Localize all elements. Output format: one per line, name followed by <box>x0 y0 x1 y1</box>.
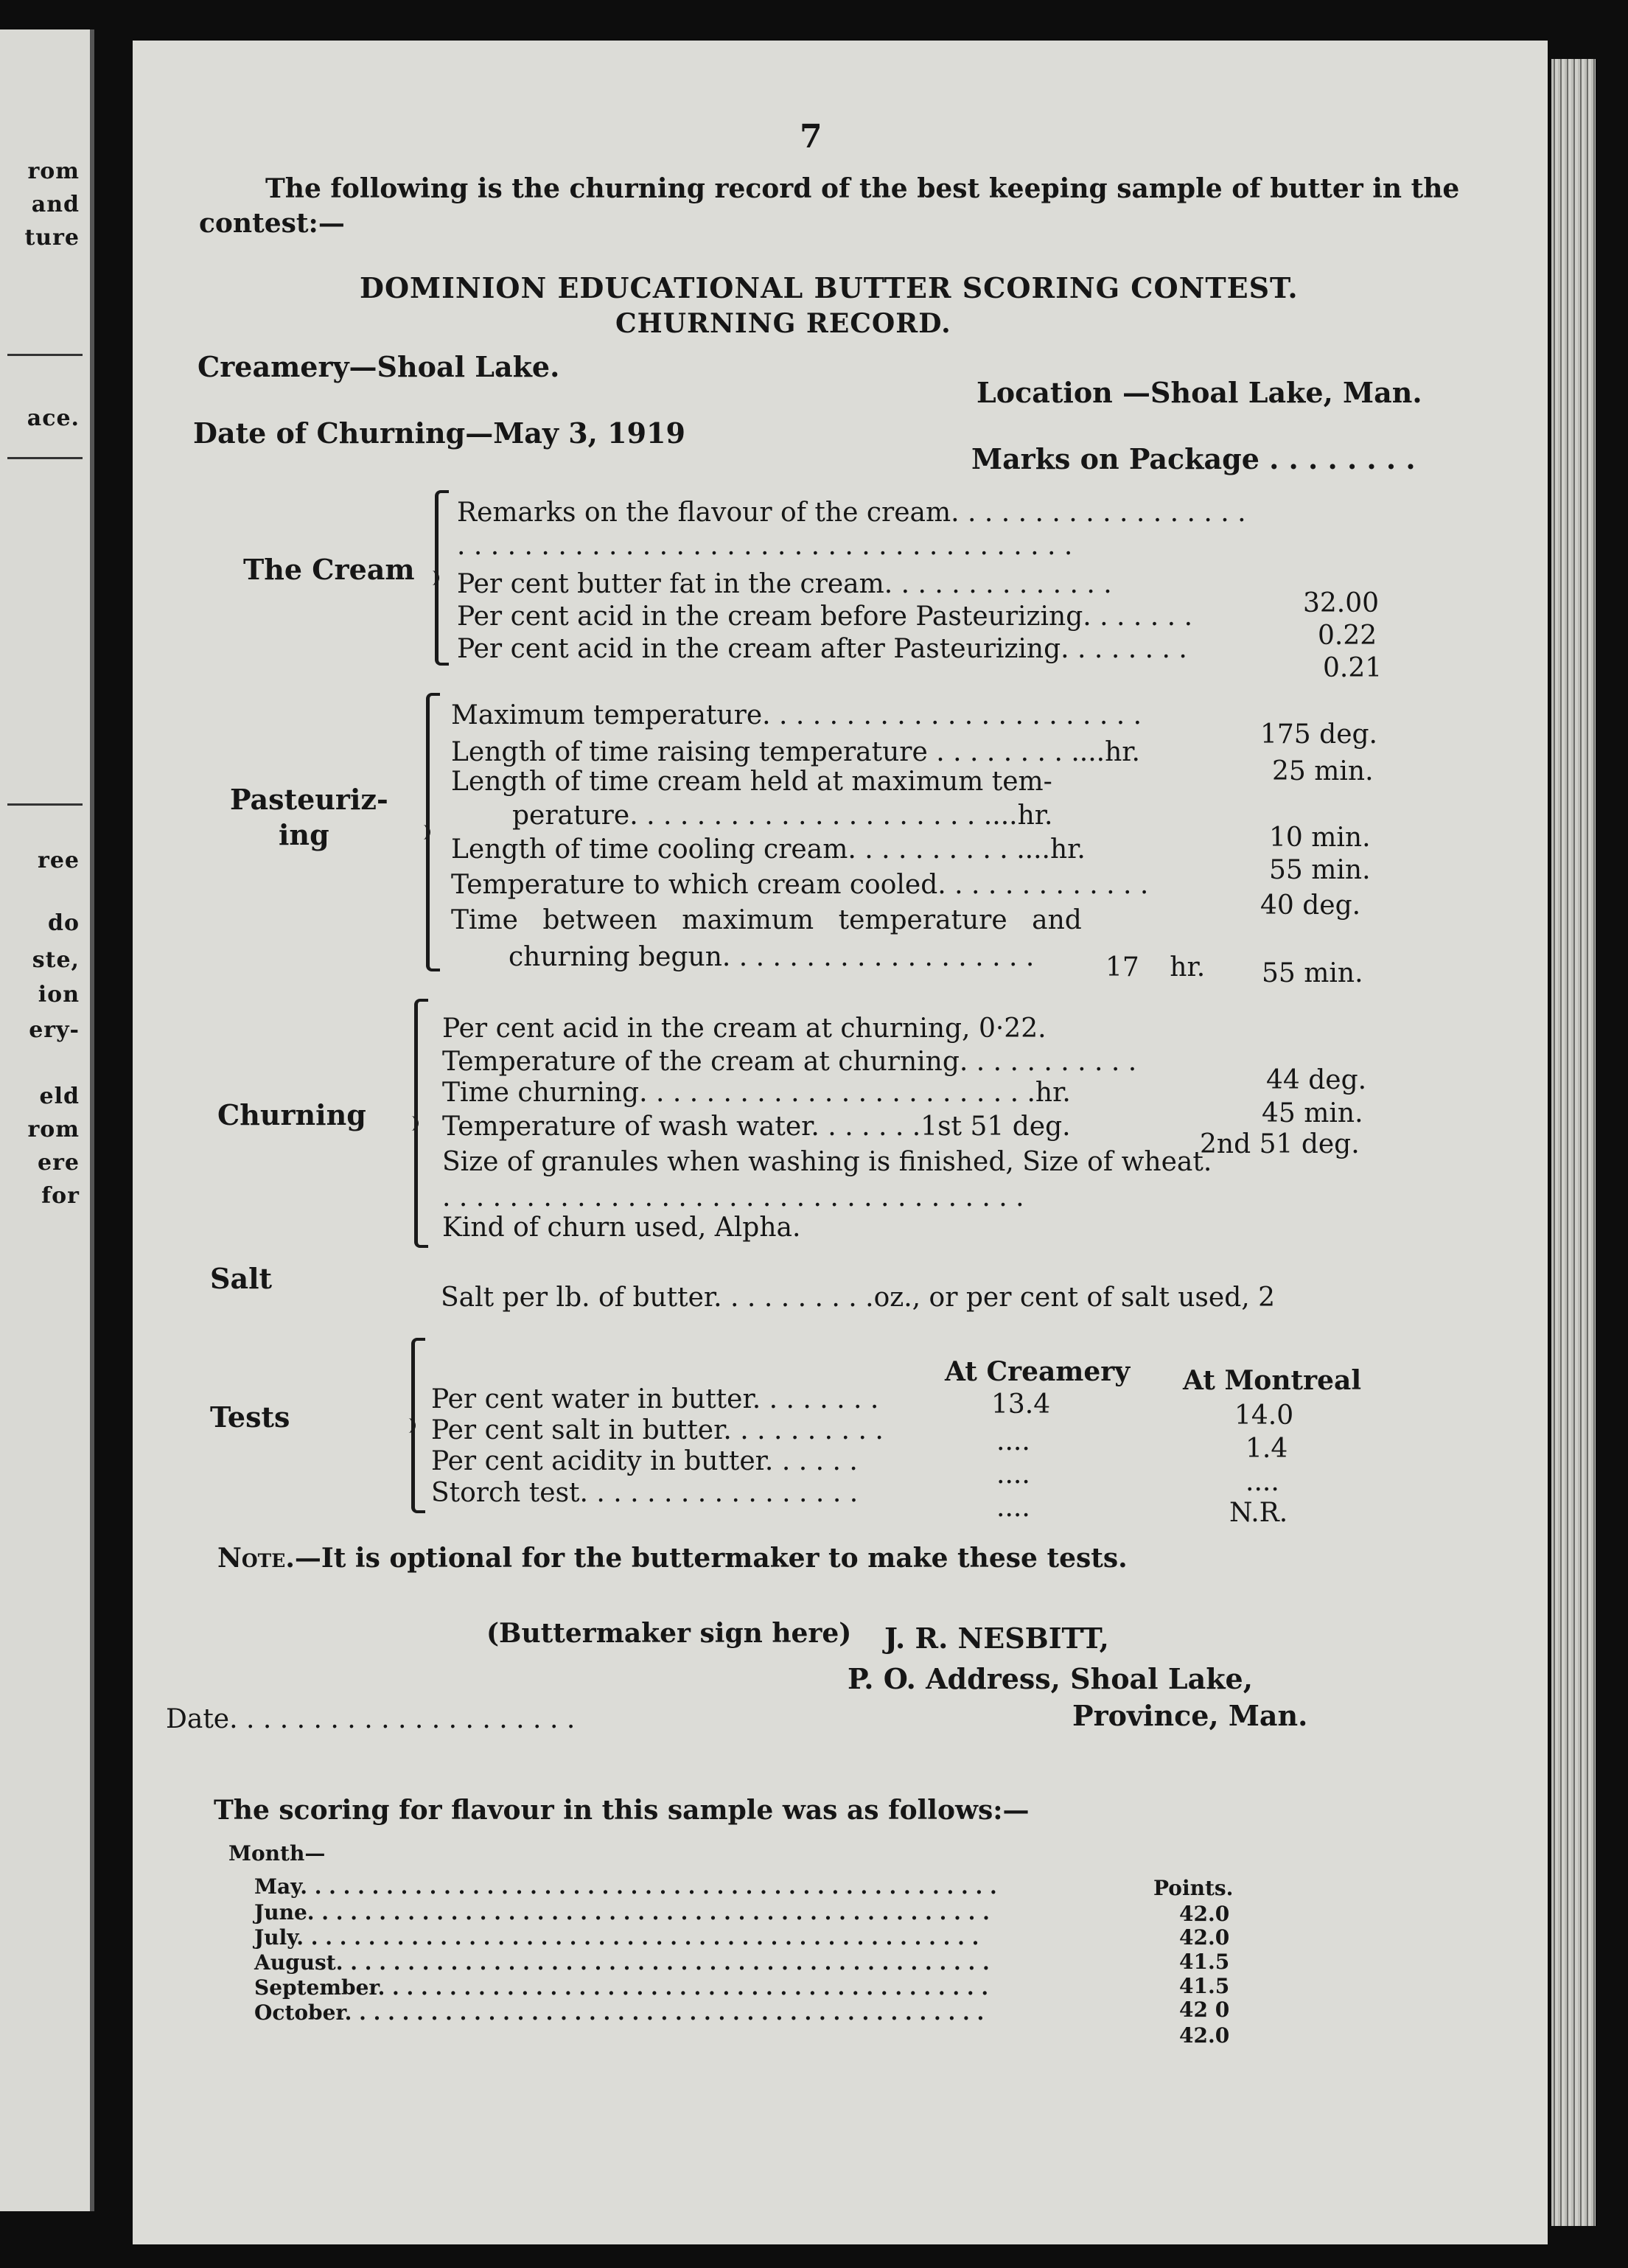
scoring-month-row: May. . . . . . . . . . . . . . . . . . . . . . . . . . . . . . . . . . . . . . . . . . . . . . . . . <box>254 1874 997 1899</box>
churning-dotted-row: . . . . . . . . . . . . . . . . . . . . . . . . . . . . . . . . . . . <box>442 1182 1024 1212</box>
section-brace <box>411 1338 425 1513</box>
section-brace <box>414 999 428 1248</box>
prev-page-fragment: ree <box>38 848 80 873</box>
pasteurizing-held-time-value: 10 min. <box>1269 823 1371 853</box>
pasteurizing-raising-time-row: Length of time raising temperature . . . . . . . . ....hr. <box>451 737 1140 767</box>
tests-row-creamery-value: .... <box>996 1426 1030 1456</box>
prev-page-rule <box>7 803 83 806</box>
tests-row-label: Per cent water in butter. . . . . . . . <box>431 1384 879 1414</box>
pasteurizing-between-row-cont: churning begun. . . . . . . . . . . . . . . . . . . <box>509 942 1035 972</box>
churning-cream-temp-value: 44 deg. <box>1266 1065 1367 1095</box>
cream-acid-before-row: Per cent acid in the cream before Pasteurizing. . . . . . . <box>457 601 1193 632</box>
pasteurizing-cooled-temp-row: Temperature to which cream cooled. . . . . . . . . . . . . <box>451 870 1149 900</box>
scoring-month-points: 42.0 <box>1179 1925 1230 1950</box>
churning-wash-water-value: 2nd 51 deg. <box>1200 1129 1360 1159</box>
tests-row-label: Per cent salt in butter. . . . . . . . . . <box>431 1415 884 1445</box>
cream-acid-after-value: 0.21 <box>1323 653 1383 683</box>
tests-column-header-creamery: At Creamery <box>945 1356 1131 1387</box>
section-brace <box>435 490 449 666</box>
prev-page-fragment: eld <box>39 1084 80 1109</box>
scoring-month-row: June. . . . . . . . . . . . . . . . . . . . . . . . . . . . . . . . . . . . . . . . . . . . . . . . <box>254 1900 990 1925</box>
prev-page-fragment: do <box>48 910 80 936</box>
churning-acid-row: Per cent acid in the cream at churning, 0·22. <box>442 1013 1047 1044</box>
cream-remarks-row: Remarks on the flavour of the cream. . . . . . . . . . . . . . . . . . <box>457 498 1246 528</box>
prev-page-fragment: ere <box>38 1150 80 1176</box>
document-title: DOMINION EDUCATIONAL BUTTER SCORING CONTEST. <box>360 271 1299 304</box>
date-of-churning-field: Date of Churning—May 3, 1919 <box>193 416 685 450</box>
tests-row-label: Storch test. . . . . . . . . . . . . . . . . <box>431 1478 859 1508</box>
cream-acid-before-value: 0.22 <box>1318 621 1377 651</box>
salt-row: Salt per lb. of butter. . . . . . . . . .oz., or per cent of salt used, 2 <box>441 1283 1276 1313</box>
tests-row-montreal-value: .... <box>1246 1467 1279 1497</box>
tests-row-label: Per cent acidity in butter. . . . . . <box>431 1446 858 1476</box>
section-label-the-cream: The Cream <box>243 553 415 586</box>
churning-wash-water-row: Temperature of wash water. . . . . . .1st 51 deg. <box>442 1112 1071 1142</box>
scoring-intro: The scoring for flavour in this sample was as follows:— <box>214 1795 1030 1826</box>
tests-row-creamery-value: .... <box>996 1459 1030 1490</box>
prev-page-fragment: rom <box>27 1117 80 1142</box>
pasteurizing-held-time-row: Length of time cream held at maximum tem- <box>451 767 1052 797</box>
prev-page-fragment: ace. <box>27 405 80 431</box>
section-brace <box>426 693 440 971</box>
sign-here-label: (Buttermaker sign here) <box>486 1618 852 1649</box>
note <box>217 1543 1128 1574</box>
scoring-month-points: 42.0 <box>1179 2023 1230 2048</box>
section-label-pasteurizing-cont: ing <box>279 818 329 851</box>
tests-row-montreal-value: 14.0 <box>1234 1400 1294 1431</box>
page-number: 7 <box>800 118 822 156</box>
prev-page-fragment: ture <box>24 225 80 251</box>
location-field: Location —Shoal Lake, Man. <box>977 376 1422 409</box>
pasteurizing-between-value: 55 min. <box>1262 958 1363 988</box>
tests-row-montreal-value: N.R. <box>1229 1498 1288 1528</box>
month-header: Month— <box>228 1841 326 1866</box>
prev-page-fragment: and <box>31 192 80 217</box>
pasteurizing-max-temp-value: 175 deg. <box>1260 719 1377 750</box>
scoring-month-points: 42.0 <box>1179 1902 1230 1926</box>
tests-column-header-montreal: At Montreal <box>1183 1365 1361 1396</box>
scoring-month-row: September. . . . . . . . . . . . . . . . . . . . . . . . . . . . . . . . . . . . . . . . . . . <box>254 1975 989 2000</box>
intro-line-continued: contest:— <box>199 208 345 239</box>
note-label: Note. <box>217 1543 295 1574</box>
tests-row-montreal-value: 1.4 <box>1246 1434 1288 1464</box>
intro-line: The following is the churning record of the best keeping sample of butter in the <box>265 173 1460 204</box>
pasteurizing-between-hours: 17 hr. <box>1105 952 1206 983</box>
scoring-month-points: 42 0 <box>1179 1997 1230 2022</box>
cream-butter-fat-row: Per cent butter fat in the cream. . . . . . . . . . . . . . <box>457 569 1112 599</box>
prev-page-rule <box>7 457 83 459</box>
cream-butter-fat-value: 32.00 <box>1303 588 1380 618</box>
prev-page-fragment: ery- <box>29 1017 80 1043</box>
pasteurizing-cooled-temp-value: 40 deg. <box>1260 890 1361 921</box>
note-text: —It is optional for the buttermaker to make these tests. <box>294 1543 1128 1574</box>
prev-page-fragment: ste, <box>32 947 80 973</box>
scoring-month-row: August. . . . . . . . . . . . . . . . . . . . . . . . . . . . . . . . . . . . . . . . . . . . . . <box>254 1950 990 1975</box>
churning-time-value: 45 min. <box>1262 1098 1363 1128</box>
scoring-month-row: October. . . . . . . . . . . . . . . . . . . . . . . . . . . . . . . . . . . . . . . . . . . . . <box>254 2000 985 2025</box>
section-label-tests: Tests <box>210 1400 290 1434</box>
marks-on-package-field: Marks on Package . . . . . . . . <box>971 442 1416 475</box>
pasteurizing-raising-time-value: 25 min. <box>1272 756 1374 786</box>
signer-name: J. R. NESBITT, <box>884 1622 1109 1655</box>
churning-cream-temp-row: Temperature of the cream at churning. . . . . . . . . . . <box>442 1047 1137 1077</box>
page-stack-edge <box>1551 59 1596 2226</box>
prev-page-fragment: for <box>41 1183 80 1209</box>
cream-dotted-row: . . . . . . . . . . . . . . . . . . . . . . . . . . . . . . . . . . . . . <box>457 531 1073 561</box>
points-header: Points. <box>1153 1876 1234 1900</box>
pasteurizing-between-row: Time between maximum temperature and <box>451 905 1082 935</box>
tests-row-creamery-value: 13.4 <box>991 1389 1051 1420</box>
pasteurizing-held-time-row-cont: perature. . . . . . . . . . . . . . . . . . . . . ....hr. <box>512 800 1053 831</box>
po-address: P. O. Address, Shoal Lake, <box>848 1662 1253 1695</box>
tests-row-creamery-value: .... <box>996 1493 1030 1523</box>
section-label-pasteurizing: Pasteuriz- <box>230 783 388 816</box>
scoring-month-points: 41.5 <box>1179 1974 1230 1998</box>
previous-page-strip <box>0 29 94 2211</box>
document-subtitle: CHURNING RECORD. <box>615 308 951 339</box>
churning-granules-row: Size of granules when washing is finished, Size of wheat. <box>442 1147 1212 1177</box>
section-label-churning: Churning <box>217 1098 366 1131</box>
section-label-salt: Salt <box>210 1262 273 1295</box>
scoring-month-row: July. . . . . . . . . . . . . . . . . . . . . . . . . . . . . . . . . . . . . . . . . . . . . . . . <box>254 1925 979 1950</box>
pasteurizing-max-temp-row: Maximum temperature. . . . . . . . . . . . . . . . . . . . . . . <box>451 700 1142 730</box>
pasteurizing-cooling-time-row: Length of time cooling cream. . . . . . . . . . ....hr. <box>451 834 1086 865</box>
province: Province, Man. <box>1072 1699 1308 1732</box>
date-line: Date. . . . . . . . . . . . . . . . . . . . . <box>166 1704 576 1734</box>
cream-acid-after-row: Per cent acid in the cream after Pasteurizing. . . . . . . . <box>457 634 1187 664</box>
prev-page-rule <box>7 354 83 356</box>
prev-page-fragment: ion <box>38 982 80 1008</box>
creamery-field: Creamery—Shoal Lake. <box>198 350 560 383</box>
scoring-month-points: 41.5 <box>1179 1950 1230 1974</box>
prev-page-fragment: rom <box>27 158 80 184</box>
churning-time-row: Time churning. . . . . . . . . . . . . . . . . . . . . . . .hr. <box>442 1078 1071 1108</box>
churning-churn-kind-row: Kind of churn used, Alpha. <box>442 1212 801 1243</box>
pasteurizing-cooling-time-value: 55 min. <box>1269 855 1371 885</box>
